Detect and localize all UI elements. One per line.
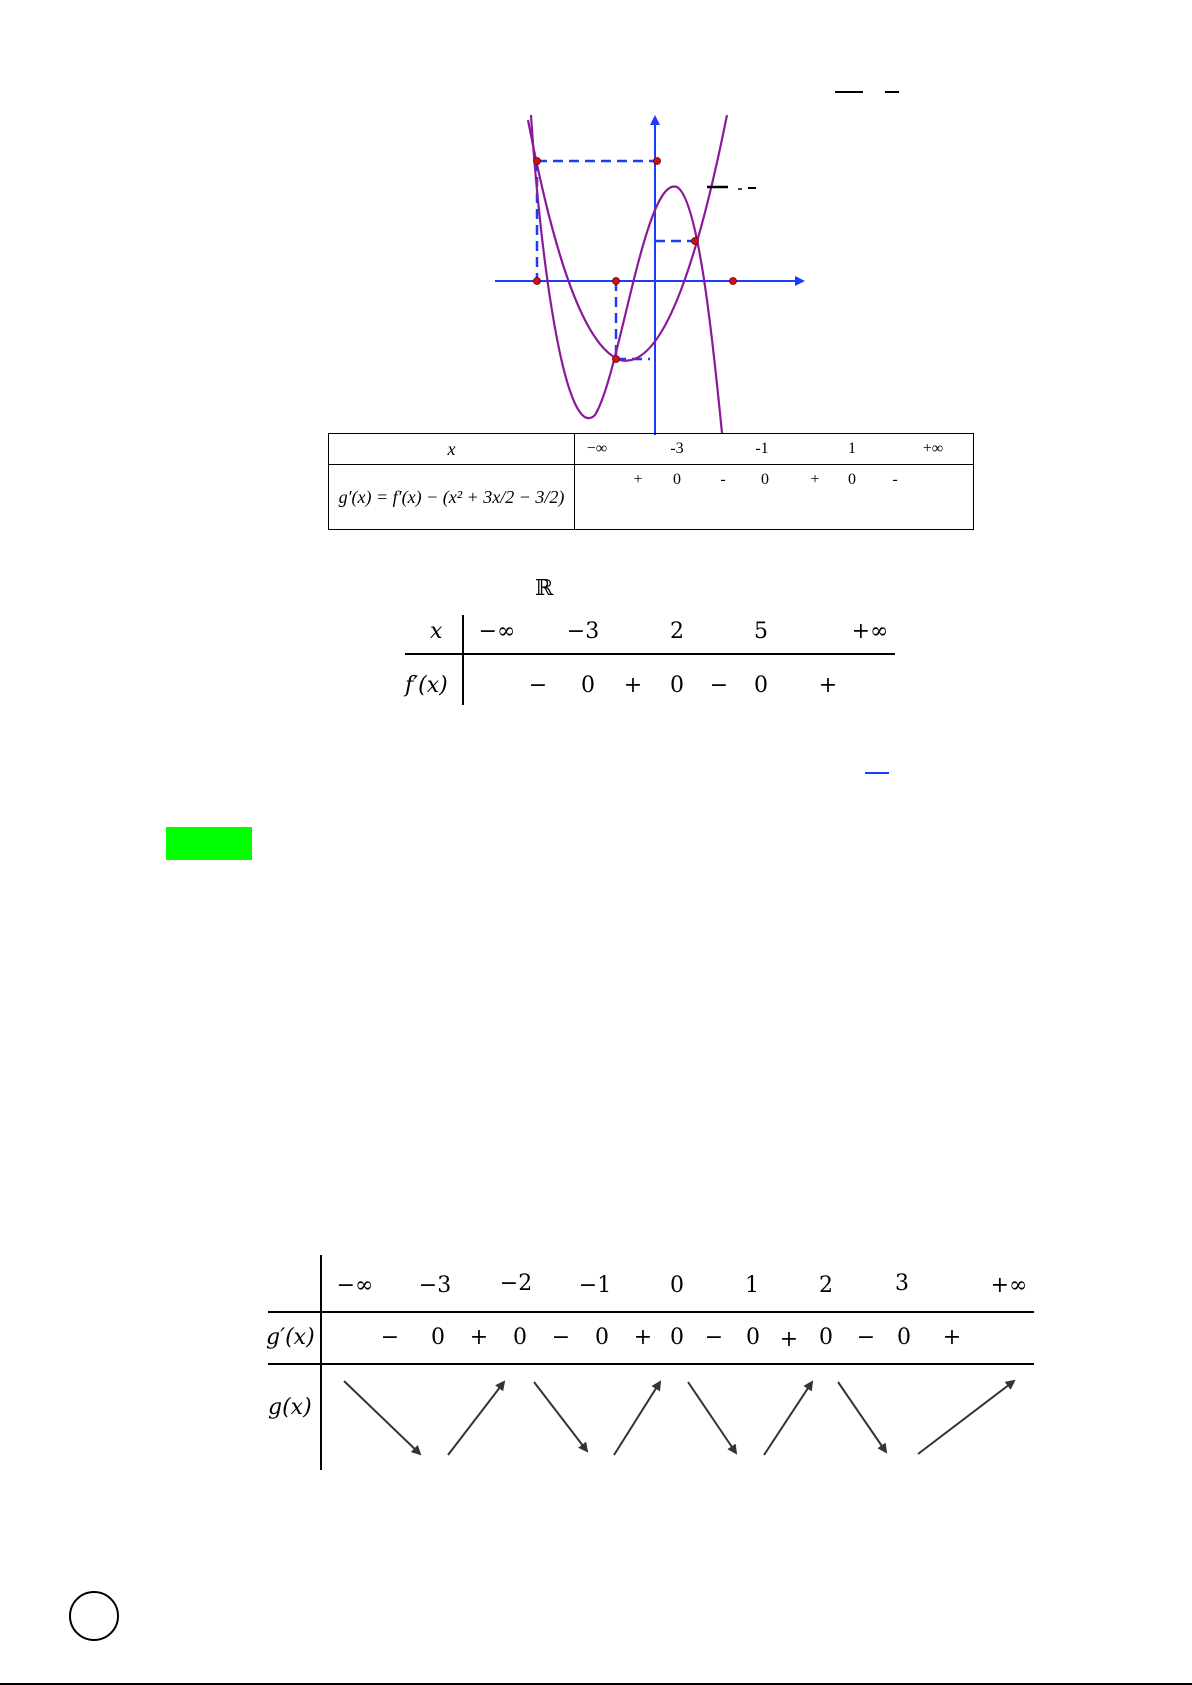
table1-x-header: x xyxy=(329,434,575,465)
arrow-up xyxy=(764,1382,812,1455)
table2-f-label: f′(x) xyxy=(405,673,448,698)
function-graph xyxy=(495,115,810,435)
variation-arrows xyxy=(262,1365,1034,1470)
table3-sign: 0 xyxy=(819,1325,833,1350)
arrow-up xyxy=(918,1381,1014,1454)
table2-sign: − xyxy=(528,673,548,698)
table1-sign: 0 xyxy=(673,471,681,488)
table2-sign: 0 xyxy=(581,673,595,698)
table3-sign: 0 xyxy=(595,1325,609,1350)
x-axis-arrow xyxy=(795,276,805,286)
table3-sign: 0 xyxy=(670,1325,684,1350)
link-underline[interactable] xyxy=(865,772,889,774)
table1-x-value: −∞ xyxy=(586,440,608,457)
table3-x-value: 3 xyxy=(895,1271,909,1296)
table1-gprime-signs xyxy=(575,465,973,495)
table3-sign: − xyxy=(704,1325,724,1350)
arrow-down xyxy=(688,1382,736,1453)
table3-x-value: −∞ xyxy=(336,1273,374,1298)
table2-x-value: +∞ xyxy=(851,619,889,644)
table3-sign: 0 xyxy=(746,1325,760,1350)
real-numbers-symbol: ℝ xyxy=(535,576,554,601)
table1-x-value: -3 xyxy=(670,440,684,457)
table3-x-value: +∞ xyxy=(990,1273,1028,1298)
table2-x-value: −∞ xyxy=(478,619,516,644)
table3-sign: 0 xyxy=(897,1325,911,1350)
table2-x-label: x xyxy=(430,619,443,644)
arrow-up xyxy=(448,1382,504,1455)
arrow-down xyxy=(534,1382,587,1451)
table2-sign: + xyxy=(818,673,838,698)
table2-x-value: 5 xyxy=(754,619,768,644)
table2-sign: − xyxy=(709,673,729,698)
table1-x-value: +∞ xyxy=(922,440,944,457)
table3-x-value: −1 xyxy=(578,1273,612,1298)
answer-highlight xyxy=(166,827,252,860)
table2-sign: 0 xyxy=(670,673,684,698)
table3-x-value: −2 xyxy=(499,1271,533,1296)
table1-sign: - xyxy=(720,471,726,488)
table3-gprime-label: g′(x) xyxy=(266,1325,315,1350)
table2-sign: 0 xyxy=(754,673,768,698)
sign-table-2 xyxy=(405,615,895,705)
table3-sign: − xyxy=(551,1325,571,1350)
table3-x-value: 1 xyxy=(745,1273,759,1298)
arrow-up xyxy=(614,1382,660,1455)
table3-sign: + xyxy=(942,1325,962,1350)
table3-x-value: 0 xyxy=(670,1273,684,1298)
table1-x-value: -1 xyxy=(755,440,769,457)
intersection-points xyxy=(534,158,737,363)
table2-x-value: 2 xyxy=(670,619,684,644)
table3-g-label: g(x) xyxy=(268,1395,312,1420)
table1-x-values xyxy=(575,434,973,464)
table3-sign: − xyxy=(380,1325,400,1350)
table1-sign: - xyxy=(892,471,898,488)
table1-sign: 0 xyxy=(761,471,769,488)
table3-sign: + xyxy=(633,1325,653,1350)
table1-gprime-label: g′(x) = f′(x) − (x² + 3x/2 − 3/2) xyxy=(329,465,575,530)
table1-sign: 0 xyxy=(848,471,856,488)
table2-sign: + xyxy=(623,673,643,698)
table3-sign: 0 xyxy=(513,1325,527,1350)
fraction-bar-marks xyxy=(835,82,905,96)
arrow-down xyxy=(344,1381,420,1454)
table3-sign: − xyxy=(856,1325,876,1350)
table1-x-value: 1 xyxy=(848,440,856,457)
table1-sign: + xyxy=(810,471,820,488)
table3-x-value: 2 xyxy=(819,1273,833,1298)
page-number-circle xyxy=(69,1591,119,1641)
arrow-down xyxy=(838,1382,886,1452)
table3-sign: + xyxy=(779,1327,799,1352)
table2-divider xyxy=(462,615,464,705)
table3-sign: 0 xyxy=(431,1325,445,1350)
table3-sign: + xyxy=(469,1325,489,1350)
cubic-curve xyxy=(531,115,722,433)
variation-table xyxy=(262,1255,1034,1470)
table3-rule-1 xyxy=(268,1311,1034,1313)
sign-table-1 xyxy=(328,433,974,530)
table1-sign: + xyxy=(633,471,643,488)
table2-rule xyxy=(405,653,895,655)
y-axis-arrow xyxy=(650,115,660,125)
table3-x-value: −3 xyxy=(418,1273,452,1298)
table2-x-value: −3 xyxy=(566,619,600,644)
